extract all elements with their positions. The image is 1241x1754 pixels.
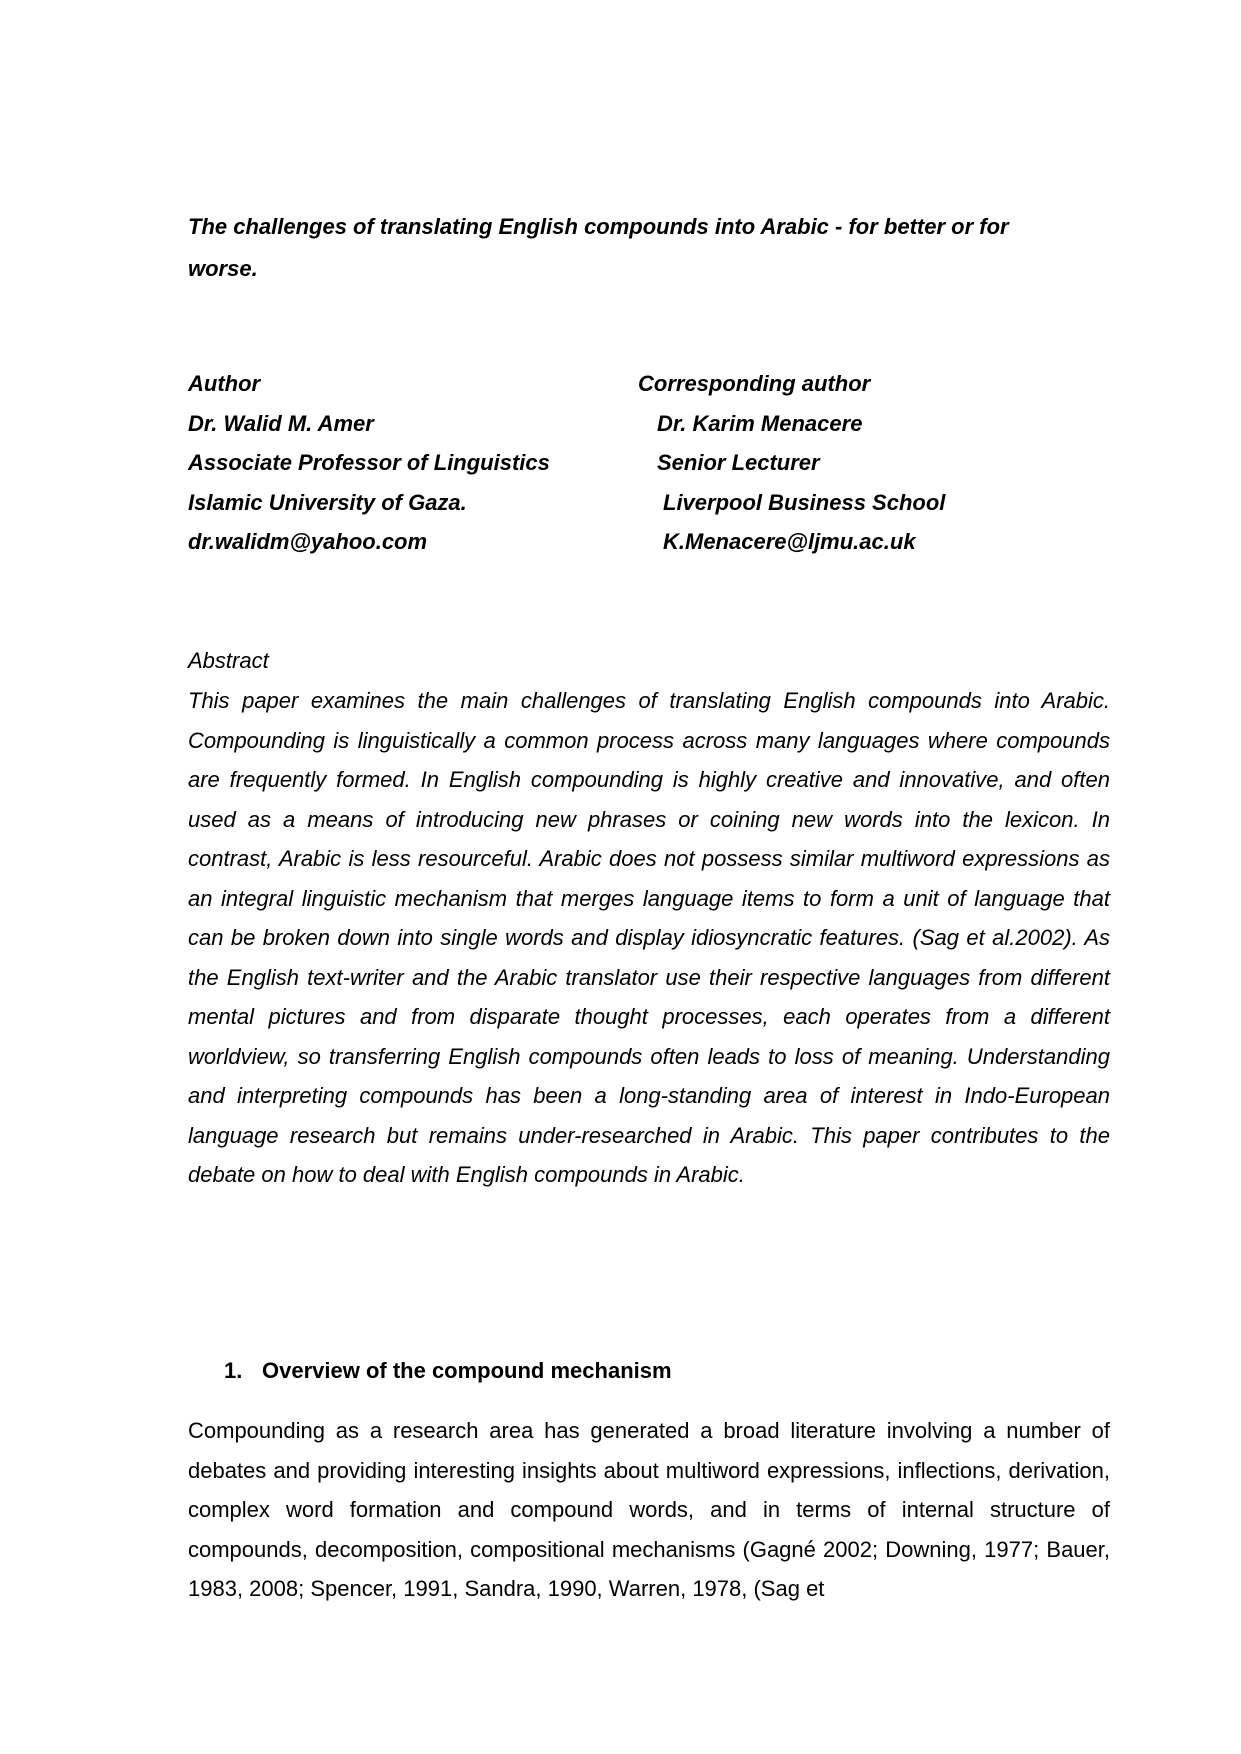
corresponding-author-heading: Corresponding author [638,371,871,396]
paper-title: The challenges of translating English compounds into Arabic - for better or for worse. [188,214,1009,281]
corresponding-author-position: Senior Lecturer [657,450,820,475]
corresponding-author-institution: Liverpool Business School [663,489,946,515]
author-heading: Author [188,371,261,396]
author-block [188,364,550,562]
corresponding-author-block [638,364,945,562]
author-name: Dr. Walid M. Amer [188,410,374,436]
author-email: dr.walidm@yahoo.com [188,529,428,554]
section-number: 1. [224,1358,243,1383]
abstract-heading: Abstract [188,648,269,673]
section-body-text: Compounding as a research area has generated a broad literature involving a number of debates and providing interesting insights about multiword expressions, inflections, derivation, complex word formation and compound words, and in terms of internal structure of compounds, decomposition, compositional mechanisms (Gagné 2002; Downing, 1977; Bauer, 1983, 2008; Spencer, 1991, Sandra, 1990, Warren, 1978, (Sag et [188,1418,1110,1601]
abstract-text: This paper examines the main challenges of translating English compounds into Arabic. Compounding is linguistically a common process across many languages where compounds are frequently formed. In English compounding is highly creative and innovative, and often used as a means of introducing new phrases or coining new words into the lexicon. In contrast, Arabic is less resourceful. Arabic does not possess similar multiword expressions as an integral linguistic mechanism that merges language items to form a unit of language that can be broken down into single words and display idiosyncratic features. (Sag et al.2002). As the English text-writer and the Arabic translator use their respective languages from different mental pictures and from disparate thought processes, each operates from a different worldview, so transferring English compounds often leads to loss of meaning. Understanding and interpreting compounds has been a long-standing area of interest in Indo-European language research but remains under-researched in Arabic. This paper contributes to the debate on how to deal with English compounds in Arabic. [188,688,1110,1187]
author-institution: Islamic University of Gaza. [188,489,467,515]
author-position: Associate Professor of Linguistics [188,450,550,475]
section-title: Overview of the compound mechanism [262,1358,672,1383]
corresponding-author-email: K.Menacere@ljmu.ac.uk [663,529,916,554]
section-heading [224,1351,672,1391]
corresponding-author-name: Dr. Karim Menacere [657,410,863,436]
